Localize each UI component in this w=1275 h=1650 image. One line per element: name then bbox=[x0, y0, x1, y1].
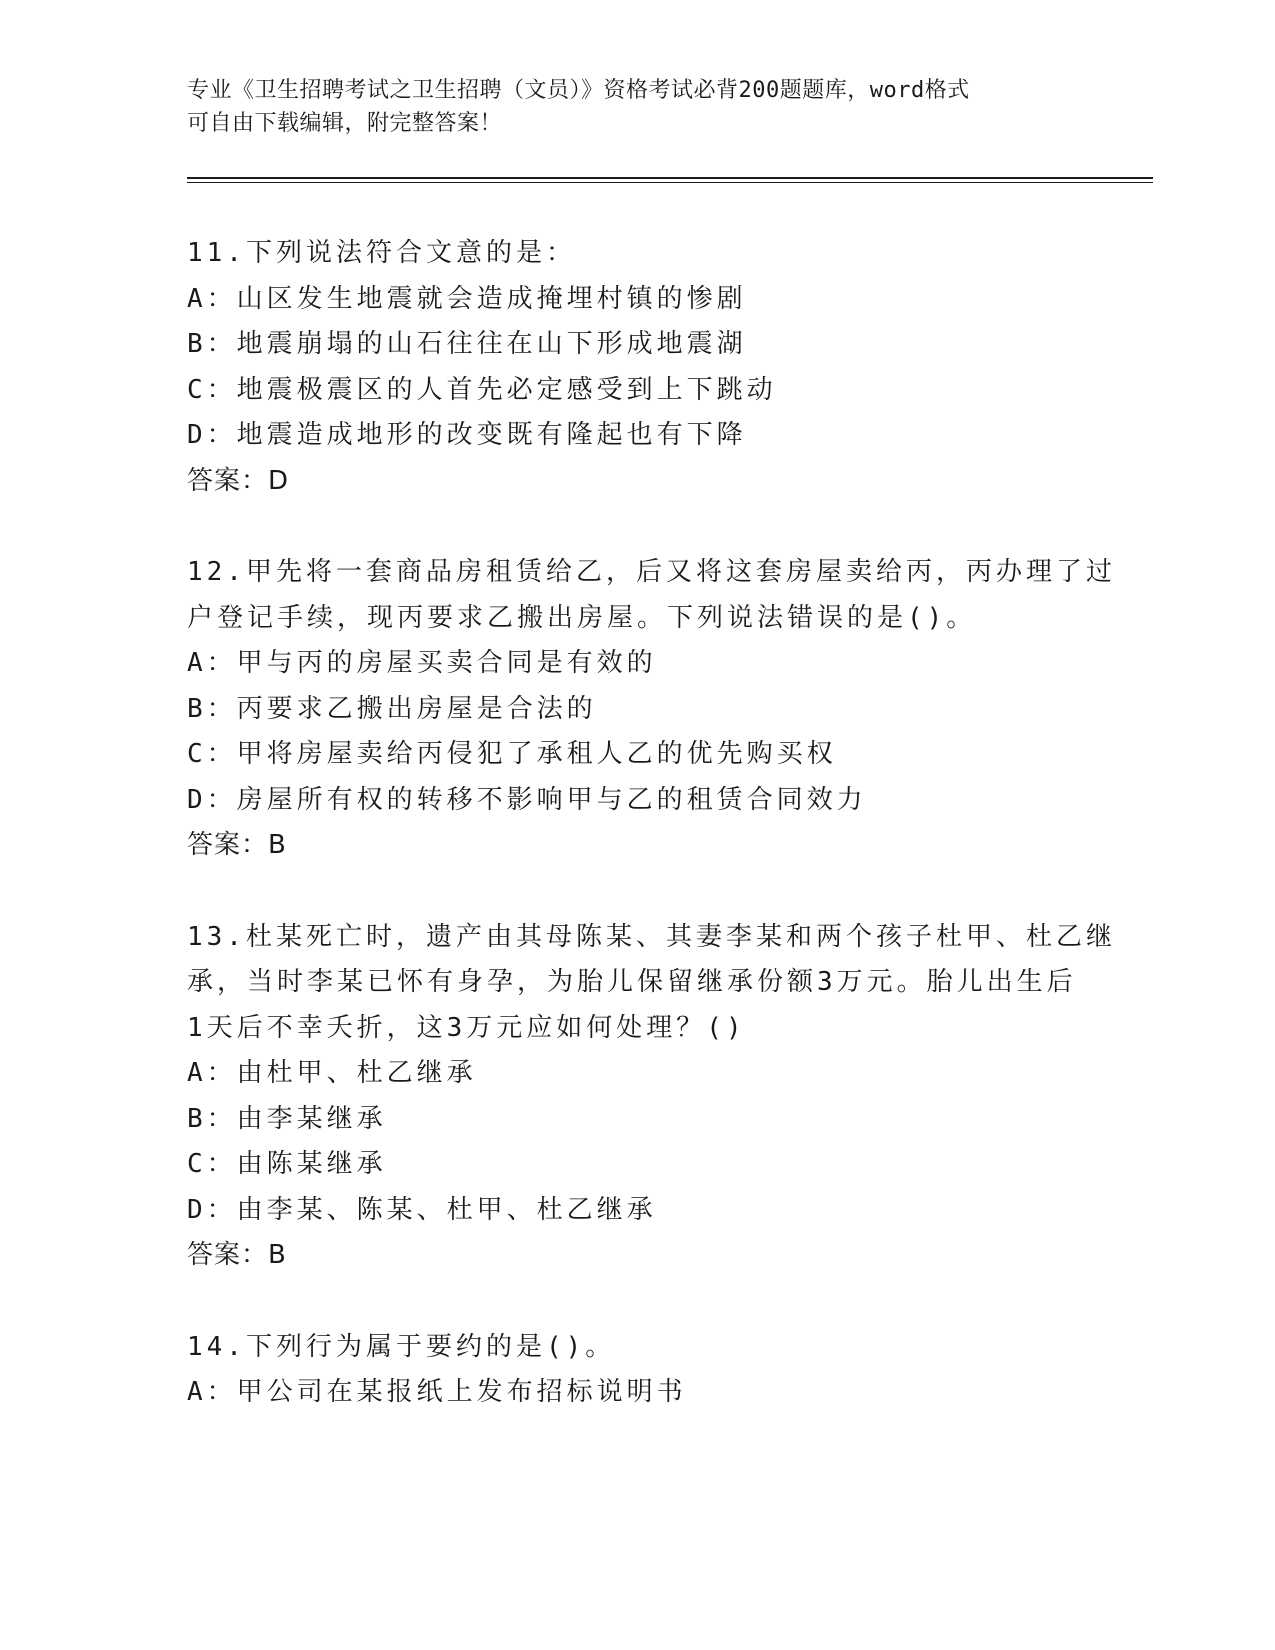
question-stem-line: 户登记手续，现丙要求乙搬出房屋。下列说法错误的是()。 bbox=[187, 602, 977, 633]
question-stem-line: 1天后不幸夭折，这3万元应如何处理？() bbox=[187, 1012, 746, 1043]
question-answer: 答案：B bbox=[187, 1240, 287, 1270]
question-stem-line: 12.甲先将一套商品房租赁给乙，后又将这套房屋卖给丙，丙办理了过 bbox=[187, 557, 1116, 587]
question-option: D：由李某、陈某、杜甲、杜乙继承 bbox=[187, 1194, 657, 1225]
question-list bbox=[187, 231, 1116, 1462]
question-block bbox=[187, 231, 1067, 504]
question-option: C：甲将房屋卖给丙侵犯了承租人乙的优先购买权 bbox=[187, 739, 837, 769]
question-option: B：由李某继承 bbox=[187, 1103, 387, 1134]
question-option: A：甲与丙的房屋买卖合同是有效的 bbox=[187, 648, 657, 678]
header-divider-thin bbox=[187, 182, 1153, 183]
question-option: C：地震极震区的人首先必定感受到上下跳动 bbox=[187, 374, 777, 405]
question-block bbox=[187, 915, 1116, 1279]
question-stem-line: 13.杜某死亡时，遗产由其母陈某、其妻李某和两个孩子杜甲、杜乙继 bbox=[187, 921, 1116, 952]
question-option: B：地震崩塌的山石往往在山下形成地震湖 bbox=[187, 329, 747, 359]
question-option: D：地震造成地形的改变既有隆起也有下降 bbox=[187, 420, 747, 450]
question-answer: 答案：B bbox=[187, 830, 287, 860]
question-stem-line: 承，当时李某已怀有身孕，为胎儿保留继承份额3万元。胎儿出生后 bbox=[187, 967, 1077, 997]
header-title-line-2: 可自由下载编辑，附完整答案！ bbox=[187, 111, 503, 136]
question-stem-line: 14.下列行为属于要约的是()。 bbox=[187, 1331, 616, 1362]
question-option: B：丙要求乙搬出房屋是合法的 bbox=[187, 693, 597, 724]
question-option: A：山区发生地震就会造成掩埋村镇的惨剧 bbox=[187, 283, 747, 314]
header-divider-thick bbox=[187, 177, 1153, 179]
question-answer: 答案：D bbox=[187, 465, 290, 496]
header-title-line-1: 专业《卫生招聘考试之卫生招聘（文员）》资格考试必背200题题库，word格式 bbox=[187, 78, 970, 103]
question-stem-line: 11.下列说法符合文意的是： bbox=[187, 238, 576, 268]
question-block bbox=[187, 550, 1116, 869]
question-option: A：由杜甲、杜乙继承 bbox=[187, 1058, 477, 1088]
document-header bbox=[187, 74, 1087, 140]
question-option: A：甲公司在某报纸上发布招标说明书 bbox=[187, 1377, 687, 1407]
question-option: D：房屋所有权的转移不影响甲与乙的租赁合同效力 bbox=[187, 784, 867, 815]
question-option: C：由陈某继承 bbox=[187, 1149, 387, 1179]
question-block bbox=[187, 1325, 1067, 1416]
